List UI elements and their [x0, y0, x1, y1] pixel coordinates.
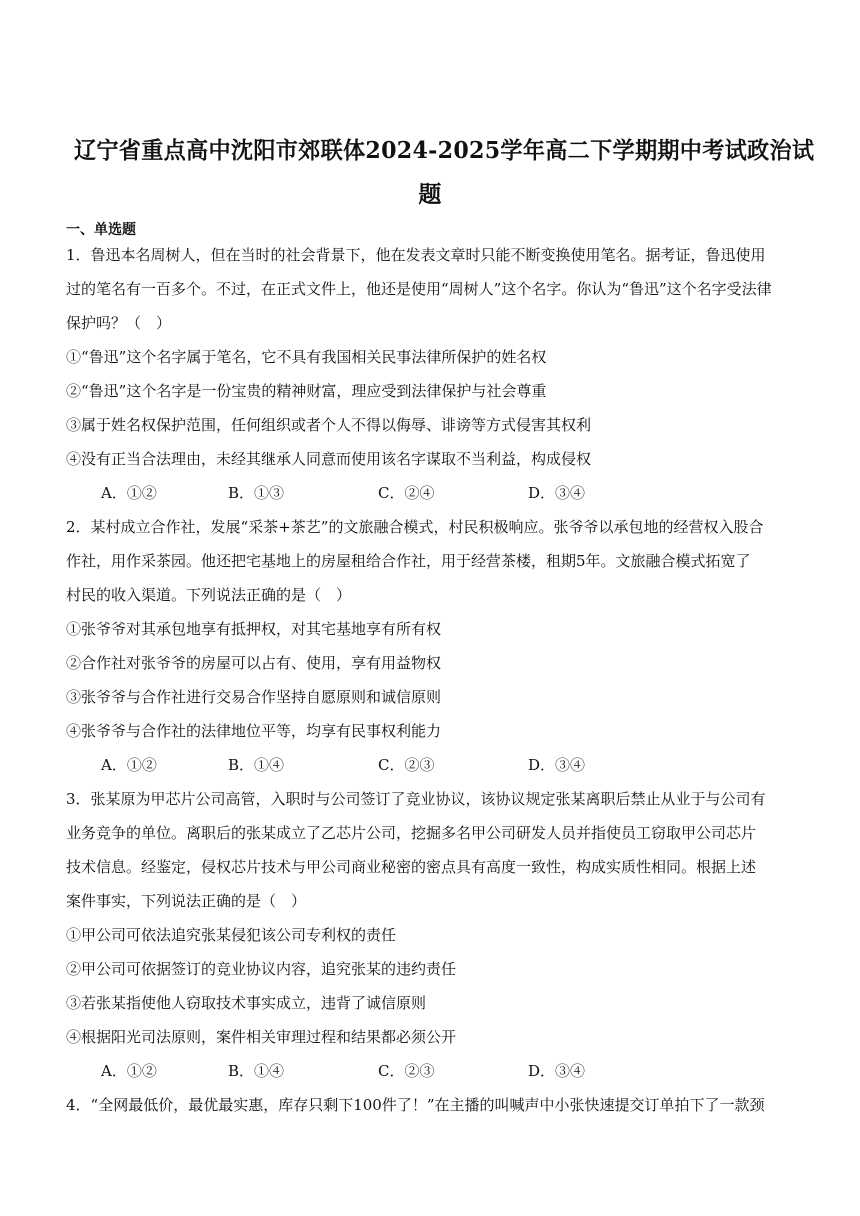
statement-1: ①“鲁迅”这个名字属于笔名，它不具有我国相关民事法律所保护的姓名权 [66, 348, 547, 366]
statement-4: ④没有正当合法理由，未经其继承人同意而使用该名字谋取不当利益，构成侵权 [66, 450, 592, 468]
option-b[interactable]: B．①④ [228, 1062, 285, 1080]
section-heading: 一、单选题 [66, 222, 136, 238]
question-stem-line: 3．张某原为甲芯片公司高管，入职时与公司签订了竞业协议，该协议规定张某离职后禁止从业于与公司有 [66, 790, 766, 808]
statement-4: ④根据阳光司法原则，案件相关审理过程和结果都必须公开 [66, 1028, 457, 1046]
answer-options [0, 1061, 860, 1081]
option-b[interactable]: B．①④ [228, 756, 285, 774]
statement-1: ①张爷爷对其承包地享有抵押权，对其宅基地享有所有权 [66, 620, 442, 638]
statement-3: ③张爷爷与合作社进行交易合作坚持自愿原则和诚信原则 [66, 688, 442, 706]
statement-3: ③属于姓名权保护范围，任何组织或者个人不得以侮辱、诽谤等方式侵害其权利 [66, 416, 592, 434]
option-d[interactable]: D．③④ [528, 756, 586, 774]
option-c[interactable]: C．②③ [378, 1062, 435, 1080]
statement-1: ①甲公司可依法追究张某侵犯该公司专利权的责任 [66, 926, 397, 944]
question-stem-line: 作社，用作采茶园。他还把宅基地上的房屋租给合作社，用于经营茶楼，租期5年。文旅融合模式拓宽了 [66, 552, 751, 570]
answer-options [0, 483, 860, 503]
question-stem-line: 村民的收入渠道。下列说法正确的是（ ） [66, 586, 352, 604]
question-stem-line: 4．“全网最低价，最优最实惠，库存只剩下100件了！”在主播的叫喊声中小张快速提交订单拍下了一款颈 [66, 1096, 765, 1114]
option-d[interactable]: D．③④ [528, 484, 586, 502]
document-title-continued: 题 [418, 181, 442, 208]
question-stem-line: 过的笔名有一百多个。不过，在正式文件上，他还是使用“周树人”这个名字。你认为“鲁迅”这个名字受法律 [66, 280, 772, 298]
question-stem-line: 业务竞争的单位。离职后的张某成立了乙芯片公司，挖掘多名甲公司研发人员并指使员工窃取甲公司芯片 [66, 824, 757, 842]
option-a[interactable]: A．①② [101, 1062, 157, 1080]
statement-3: ③若张某指使他人窃取技术事实成立，违背了诚信原则 [66, 994, 427, 1012]
question-stem-line: 1．鲁迅本名周树人，但在当时的社会背景下，他在发表文章时只能不断变换使用笔名。据考证，鲁迅使用 [66, 246, 766, 264]
question-stem-line: 案件事实，下列说法正确的是（ ） [66, 892, 307, 910]
question-stem-line: 技术信息。经鉴定，侵权芯片技术与甲公司商业秘密的密点具有高度一致性，构成实质性相同。根据上述 [66, 858, 757, 876]
document-title: 辽宁省重点高中沈阳市郊联体2024-2025学年高二下学期期中考试政治试 [73, 137, 815, 164]
option-b[interactable]: B．①③ [228, 484, 285, 502]
statement-2: ②“鲁迅”这个名字是一份宝贵的精神财富，理应受到法律保护与社会尊重 [66, 382, 547, 400]
question-stem-line: 2．某村成立合作社，发展“采茶+茶艺”的文旅融合模式，村民积极响应。张爷爷以承包地的经营权入股合 [66, 518, 764, 536]
option-a[interactable]: A．①② [101, 756, 157, 774]
answer-options [0, 755, 860, 775]
statement-2: ②合作社对张爷爷的房屋可以占有、使用，享有用益物权 [66, 654, 442, 672]
question-stem-line: 保护吗？（ ） [66, 314, 172, 332]
option-c[interactable]: C．②④ [378, 484, 435, 502]
option-a[interactable]: A．①② [101, 484, 157, 502]
option-d[interactable]: D．③④ [528, 1062, 586, 1080]
statement-4: ④张爷爷与合作社的法律地位平等，均享有民事权利能力 [66, 722, 442, 740]
statement-2: ②甲公司可依据签订的竞业协议内容，追究张某的违约责任 [66, 960, 457, 978]
option-c[interactable]: C．②③ [378, 756, 435, 774]
